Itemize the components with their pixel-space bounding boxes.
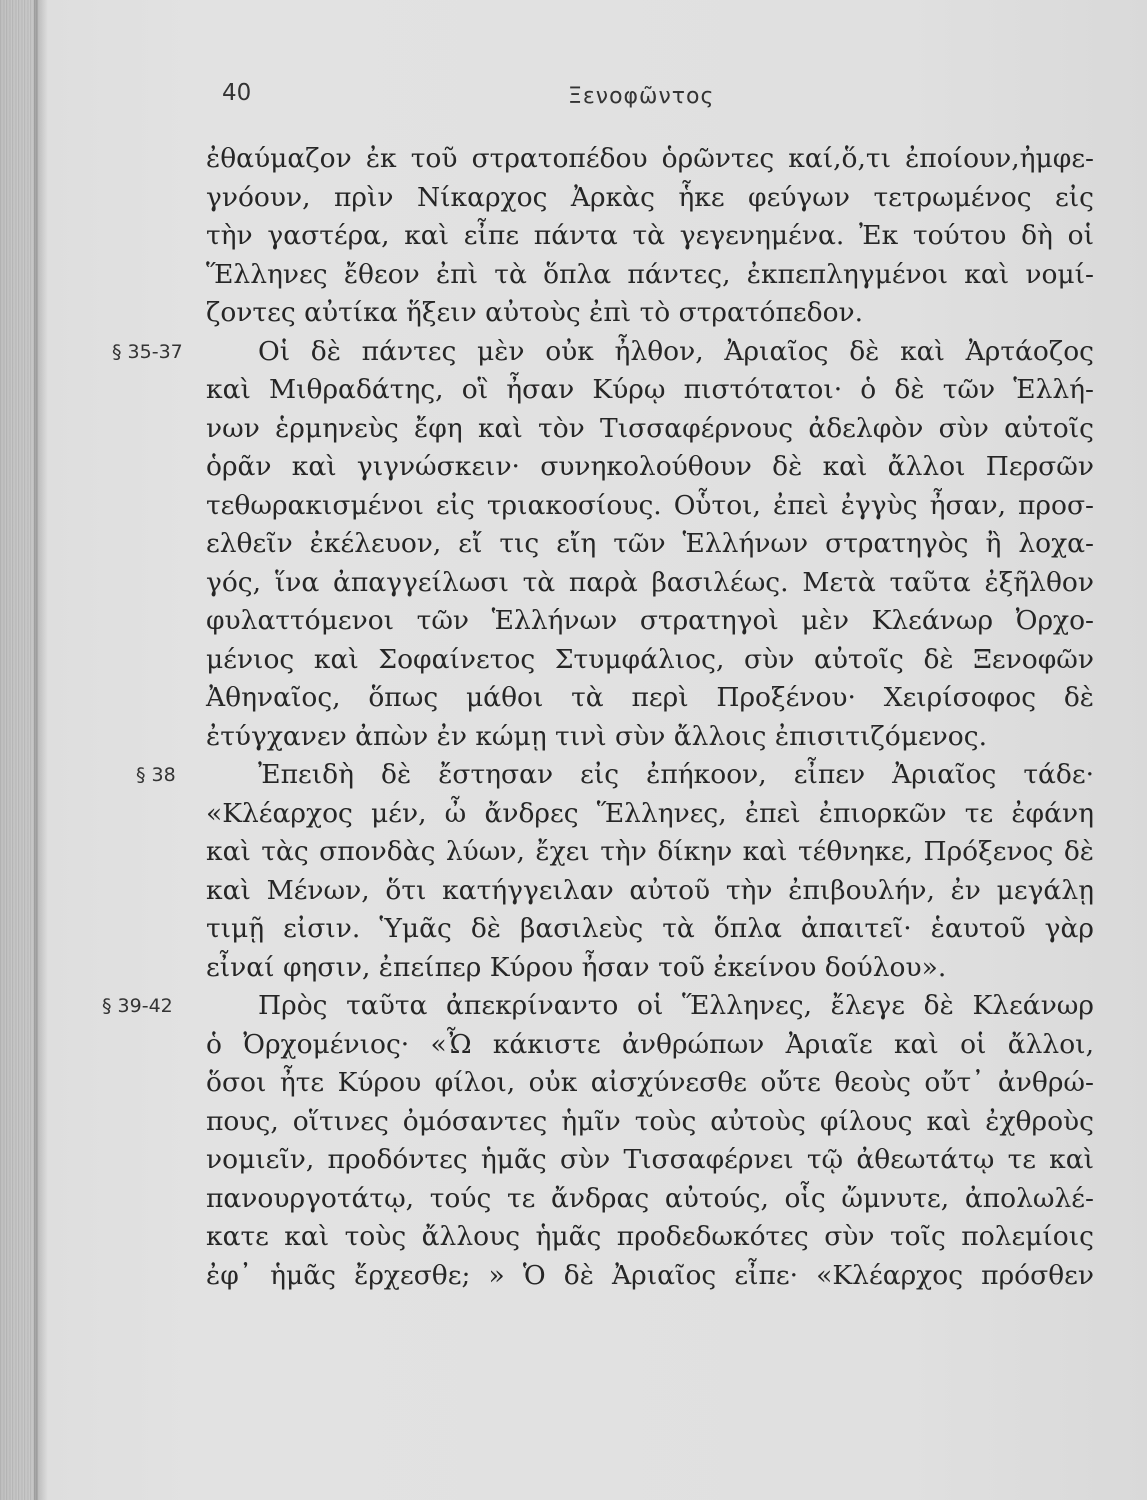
section-marker: § 35-37 [112, 340, 183, 363]
text-line: ἐτύγχανεν ἀπὼν ἐν κώμῃ τινὶ σὺν ἄλλοις ἐπισιτιζόμενος. [206, 720, 988, 752]
paragraph-first-line [112, 333, 1094, 372]
text-line: τὴν γαστέρα, καὶ εἶπε πάντα τὰ γεγενημένα. Ἐκ τούτου δὴ οἱ [206, 220, 1094, 251]
text-line: τιμῇ εἰσιν. Ὑμᾶς δὲ βασιλεὺς τὰ ὅπλα ἀπαιτεῖ· ἑαυτοῦ γὰρ [206, 913, 1094, 944]
text-line: μένιος καὶ Σοφαίνετος Στυμφάλιος, σὺν αὐτοῖς δὲ Ξενοφῶν [206, 643, 1094, 675]
text-line: γνόουν, πρὶν Νίκαρχος Ἀρκὰς ἧκε φεύγων τετρωμένος εἰς [206, 181, 1094, 213]
page-stack-edge [0, 0, 38, 1500]
text-line: ἐφ᾽ ἡμᾶς ἔρχεσθε; » Ὁ δὲ Ἀριαῖος εἶπε· «Κλέαρχος πρόσθεν [206, 1259, 1094, 1291]
text-line: νομιεῖν, προδόντες ἡμᾶς σὺν Τισσαφέρνει τῷ ἀθεωτάτῳ τε καὶ [206, 1144, 1094, 1175]
gutter-shadow [34, 0, 48, 1500]
text-line: φυλαττόμενοι τῶν Ἑλλήνων στρατηγοὶ μὲν Κλεάνωρ Ὀρχο- [206, 605, 1094, 636]
text-line: καὶ τὰς σπονδὰς λύων, ἔχει τὴν δίκην καὶ τέθνηκε, Πρόξενος δὲ [206, 836, 1094, 867]
text-line: γός, ἵνα ἀπαγγείλωσι τὰ παρὰ βασιλέως. Μετὰ ταῦτα ἐξῆλθον [206, 566, 1094, 598]
text-line: πανουργοτάτῳ, τούς τε ἄνδρας αὐτούς, οἷς ὤμνυτε, ἀπολωλέ- [206, 1182, 1094, 1214]
page-header [0, 80, 1147, 120]
text-line: τεθωρακισμένοι εἰς τριακοσίους. Οὗτοι, ἐπεὶ ἐγγὺς ἦσαν, προσ- [206, 489, 1094, 521]
text-line: Ἕλληνες ἔθεον ἐπὶ τὰ ὅπλα πάντες, ἐκπεπληγμένοι καὶ νομί- [206, 258, 1094, 290]
paragraph-first-line [136, 756, 1094, 795]
text-line: καὶ Μένων, ὅτι κατήγγειλαν αὐτοῦ τὴν ἐπιβουλήν, ἐν μεγάλῃ [206, 874, 1094, 906]
text-line: πους, οἵτινες ὀμόσαντες ἡμῖν τοὺς αὐτοὺς φίλους καὶ ἐχθροὺς [206, 1105, 1094, 1137]
text-line: «Κλέαρχος μέν, ὦ ἄνδρες Ἕλληνες, ἐπεὶ ἐπιορκῶν τε ἐφάνη [206, 797, 1094, 829]
text-line: Πρὸς ταῦτα ἀπεκρίναντο οἱ Ἕλληνες, ἔλεγε δὲ Κλεάνωρ [258, 990, 1094, 1021]
section-marker: § 39-42 [102, 995, 173, 1017]
text-line: ὁρᾶν καὶ γιγνώσκειν· συνηκολούθουν δὲ καὶ ἄλλοι Περσῶν [206, 451, 1094, 482]
text-line: ὅσοι ἦτε Κύρου φίλοι, οὐκ αἰσχύνεσθε οὔτε θεοὺς οὔτ᾽ ἀνθρώ- [206, 1067, 1094, 1098]
text-line: ὁ Ὀρχομένιος· «Ὦ κάκιστε ἀνθρώπων Ἀριαῖε καὶ οἱ ἄλλοι, [206, 1028, 1094, 1060]
page-number: 40 [222, 80, 252, 106]
text-line: καὶ Μιθραδάτης, οἳ ἦσαν Κύρῳ πιστότατοι· ὁ δὲ τῶν Ἑλλή- [206, 374, 1094, 405]
text-line: νων ἑρμηνεὺς ἔφη καὶ τὸν Τισσαφέρνους ἀδελφὸν σὺν αὐτοῖς [206, 412, 1094, 444]
text-line: εἶναί φησιν, ἐπείπερ Κύρου ἦσαν τοῦ ἐκείνου δούλου». [206, 951, 947, 983]
text-line: Οἱ δὲ πάντες μὲν οὐκ ἦλθον, Ἀριαῖος δὲ καὶ Ἀρτάοζος [258, 335, 1094, 367]
paragraph-first-line [102, 987, 1094, 1026]
text-line: Ἐπειδὴ δὲ ἔστησαν εἰς ἐπήκοον, εἶπεν Ἀριαῖος τάδε· [258, 759, 1094, 790]
text-line: ζοντες αὐτίκα ἥξειν αὐτοὺς ἐπὶ τὸ στρατόπεδον. [206, 297, 864, 328]
section-marker: § 38 [136, 764, 176, 786]
body-text [102, 140, 1094, 1295]
text-line: Ἀθηναῖος, ὅπως μάθοι τὰ περὶ Προξένου· Χειρίσοφος δὲ [206, 682, 1094, 713]
text-line: ελθεῖν ἐκέλευον, εἴ τις εἴη τῶν Ἑλλήνων στρατηγὸς ἢ λοχα- [206, 528, 1094, 559]
running-title: Ξενοφῶντος [568, 84, 715, 109]
text-line: ἐθαύμαζον ἐκ τοῦ στρατοπέδου ὁρῶντες καί,ὅ,τι ἐποίουν,ἠμφε- [206, 143, 1094, 174]
text-line: κατε καὶ τοὺς ἄλλους ἡμᾶς προδεδωκότες σὺν τοῖς πολεμίοις [206, 1221, 1094, 1252]
